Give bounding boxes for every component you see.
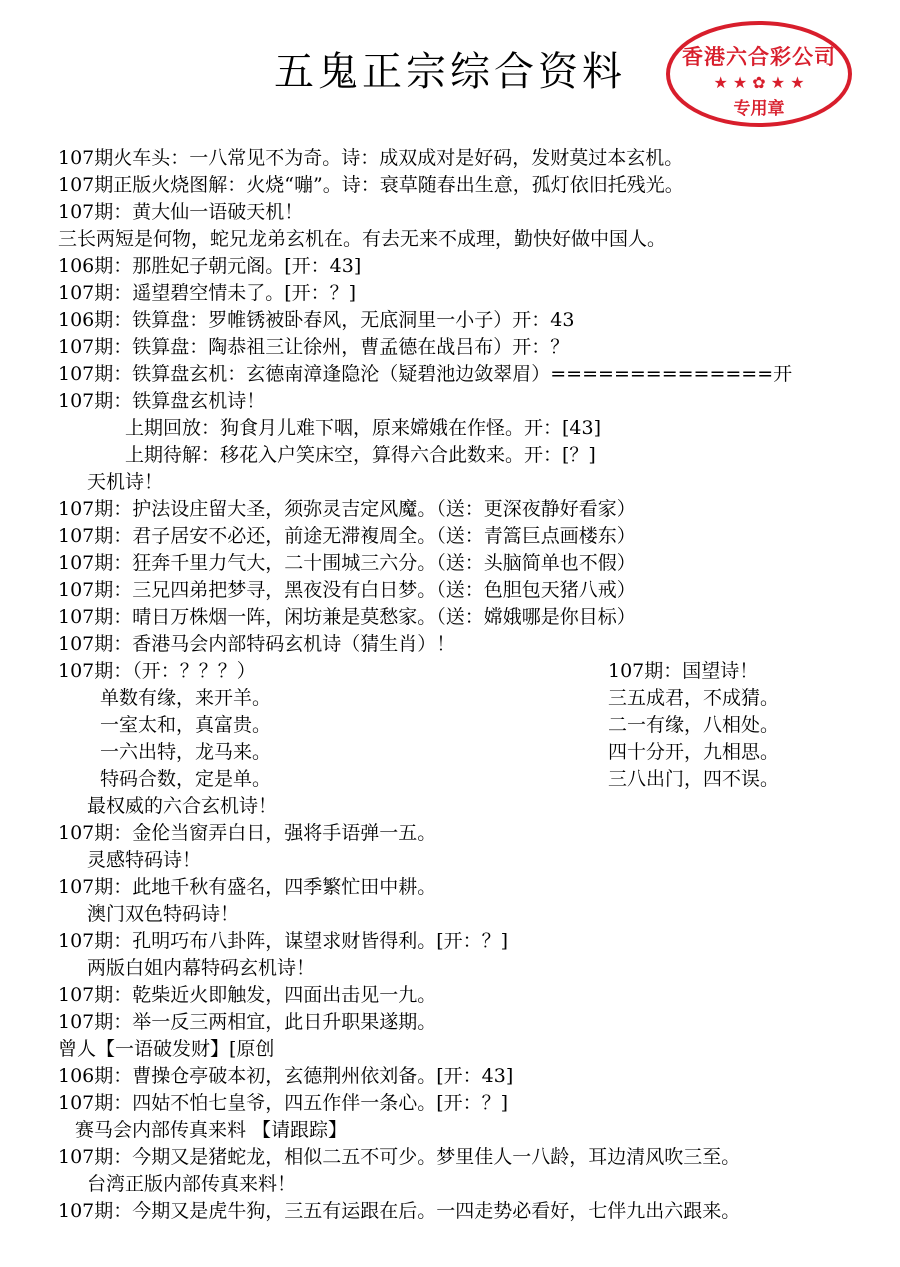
text-line: 106期：那胜妃子朝元阁。[开：43] <box>58 255 362 277</box>
text-line: 107期：铁算盘玄机诗！ <box>58 390 266 412</box>
section-heading: 最权威的六合玄机诗！ <box>87 795 278 817</box>
side-poem-line: 二一有缘，八相处。 <box>608 714 780 736</box>
text-line: 107期：铁算盘玄机：玄德南漳逢隐沦（疑碧池边敛翠眉）==============开 <box>58 363 793 385</box>
text-line: 107期：君子居安不必还，前途无滞複周全。（送：青篙巨点画楼东） <box>58 525 636 547</box>
text-line: 107期：香港马会内部特码玄机诗（猜生肖）！ <box>58 633 456 655</box>
section-heading: 澳门双色特码诗！ <box>87 903 240 925</box>
text-line: 106期：曹操仓亭破本初，玄德荆州依刘备。[开：43] <box>58 1065 514 1087</box>
text-line: 曾人【一语破发财】[原创 <box>58 1038 275 1060</box>
text-line: 上期待解：移花入户笑床空，算得六合此数来。开：[？] <box>125 444 596 466</box>
text-line: 106期：铁算盘：罗帷锈被卧春风，无底洞里一小子）开：43 <box>58 309 575 331</box>
poem-line: 一室太和，真富贵。 <box>100 714 272 736</box>
text-line: 107期：晴日万株烟一阵，闲坊兼是莫愁家。（送：嫦娥哪是你目标） <box>58 606 636 628</box>
text-line: 107期：狂奔千里力气大，二十围城三六分。（送：头脑简单也不假） <box>58 552 636 574</box>
svg-text:专用章: 专用章 <box>733 99 785 119</box>
poem-line: 特码合数，定是单。 <box>100 768 272 790</box>
text-line: 107期：护法设庄留大圣，须弥灵吉定风魔。（送：更深夜静好看家） <box>58 498 636 520</box>
svg-text:香港六合彩公司: 香港六合彩公司 <box>682 45 836 69</box>
text-line: 107期正版火烧图解：火烧“嘣”。诗：衰草随春出生意，孤灯依旧托残光。 <box>58 174 684 196</box>
text-line: 107期：举一反三两相宜，此日升职果遂期。 <box>58 1011 437 1033</box>
text-line: 107期：四姑不怕七皇爷，四五作伴一条心。[开：？] <box>58 1092 509 1114</box>
text-line: 107期：铁算盘：陶恭祖三让徐州，曹孟德在战吕布）开：？ <box>58 336 570 358</box>
text-line: 107期火车头：一八常见不为奇。诗：成双成对是好码，发财莫过本玄机。 <box>58 147 684 169</box>
text-line: 三长两短是何物，蛇兄龙弟玄机在。有去无来不成理，勤快好做中国人。 <box>58 228 667 250</box>
text-line: 107期：三兄四弟把梦寻，黑夜没有白日梦。（送：色胆包天猪八戒） <box>58 579 636 601</box>
side-poem-line: 三五成君，不成猜。 <box>608 687 780 709</box>
poem-line: 单数有缘，来开羊。 <box>100 687 272 709</box>
text-line: 上期回放：狗食月儿难下咽，原来嫦娥在作怪。开：[43] <box>125 417 602 439</box>
side-poem-line: 107期：国望诗！ <box>608 660 759 682</box>
poem-line: 一六出特，龙马来。 <box>100 741 272 763</box>
company-seal <box>664 20 854 128</box>
text-line: 107期：黄大仙一语破天机！ <box>58 201 304 223</box>
section-heading: 两版白姐内幕特码玄机诗！ <box>87 957 316 979</box>
section-heading: 天机诗！ <box>87 471 164 493</box>
text-line: 107期：遥望碧空情未了。[开：？] <box>58 282 357 304</box>
text-line: 107期：乾柴近火即触发，四面出击见一九。 <box>58 984 437 1006</box>
text-line: 107期：（开：？？？） <box>58 660 256 682</box>
side-poem-line: 四十分开，九相思。 <box>608 741 780 763</box>
section-heading: 赛马会内部传真来料 【请跟踪】 <box>75 1119 348 1141</box>
section-heading: 灵感特码诗！ <box>87 849 202 871</box>
text-line: 107期：今期又是猪蛇龙，相似二五不可少。梦里佳人一八龄，耳边清风吹三至。 <box>58 1146 741 1168</box>
svg-text:★ ★ ✿ ★ ★: ★ ★ ✿ ★ ★ <box>713 73 805 92</box>
text-line: 107期：孔明巧布八卦阵，谋望求财皆得利。[开：？] <box>58 930 509 952</box>
page-title: 五鬼正宗综合资料 <box>274 49 626 95</box>
text-line: 107期：今期又是虎牛狗，三五有运跟在后。一四走势必看好，七伴九出六跟来。 <box>58 1200 741 1222</box>
section-heading: 台湾正版内部传真来料！ <box>87 1173 297 1195</box>
text-line: 107期：此地千秋有盛名，四季繁忙田中耕。 <box>58 876 437 898</box>
side-poem-line: 三八出门，四不误。 <box>608 768 780 790</box>
text-line: 107期：金伦当窗弄白日，强将手语弹一五。 <box>58 822 437 844</box>
